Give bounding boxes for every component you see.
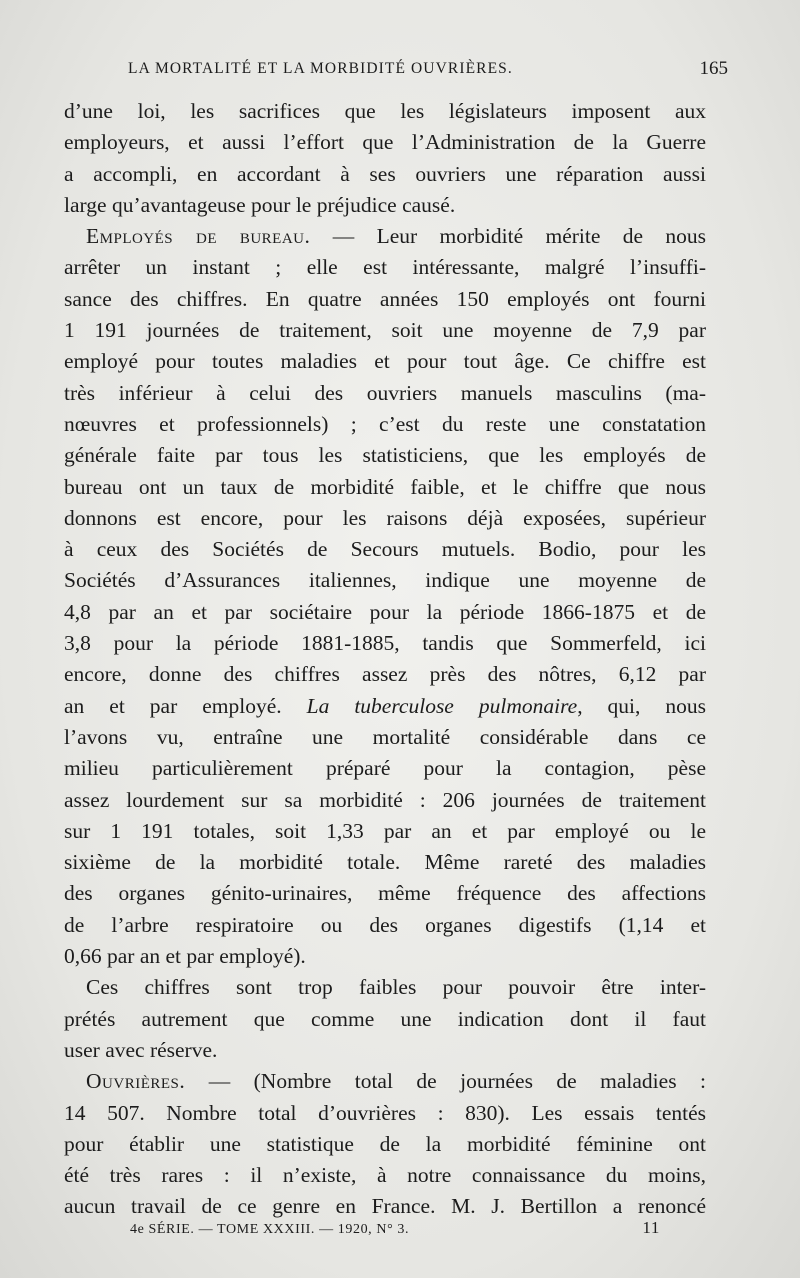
- text-line: assez lourdement sur sa morbidité : 206 journées de traitement: [64, 787, 706, 812]
- section-heading-ouvrieres: Ouvrières.: [86, 1069, 186, 1094]
- text-line: Ouvrières. — (Nombre total de journées de maladies :: [86, 1069, 706, 1094]
- italic-term: La tuberculose pulmonaire: [306, 693, 578, 718]
- text-line: 1 191 journées de traitement, soit une moyenne de 7,9 par: [64, 318, 706, 343]
- text-line: générale faite par tous les statisticiens, que les employés de: [64, 443, 706, 468]
- text-line: employé pour toutes maladies et pour tout âge. Ce chiffre est: [64, 349, 706, 374]
- text-line: 3,8 pour la période 1881-1885, tandis que Sommerfeld, ici: [64, 631, 706, 656]
- text-line: aucun travail de ce genre en France. M. J. Bertillon a renoncé: [64, 1194, 706, 1219]
- text-line: 4,8 par an et par sociétaire pour la période 1866-1875 et de: [64, 599, 706, 624]
- text-line: des organes génito-urinaires, même fréquence des affections: [64, 881, 706, 906]
- section-heading-employes: Employés de bureau.: [86, 224, 311, 249]
- text-line: l’avons vu, entraîne une mortalité considérable dans ce: [64, 724, 706, 749]
- text-line: a accompli, en accordant à ses ouvriers une réparation aussi: [64, 161, 706, 186]
- text-line: sance des chiffres. En quatre années 150 employés ont fourni: [64, 286, 706, 311]
- text-line: 14 507. Nombre total d’ouvrières : 830). Les essais tentés: [64, 1100, 706, 1125]
- running-title: LA MORTALITÉ ET LA MORBIDITÉ OUVRIÈRES.: [128, 60, 513, 77]
- text-line: prétés autrement que comme une indication dont il faut: [64, 1006, 706, 1031]
- text-line: nœuvres et professionnels) ; c’est du reste une constatation: [64, 411, 706, 436]
- text-line: milieu particulièrement préparé pour la contagion, pèse: [64, 756, 706, 781]
- text-line: user avec réserve.: [64, 1037, 218, 1062]
- text-line: sur 1 191 totales, soit 1,33 par an et par employé ou le: [64, 818, 706, 843]
- text-line: large qu’avantageuse pour le préjudice causé.: [64, 192, 456, 217]
- text-line: employeurs, et aussi l’effort que l’Administration de la Guerre: [64, 130, 706, 155]
- text-line: arrêter un instant ; elle est intéressante, malgré l’insuffi-: [64, 255, 706, 280]
- series-info: 4e SÉRIE. — TOME XXXIII. — 1920, N° 3.: [130, 1222, 410, 1237]
- signature-mark: 11: [642, 1218, 660, 1237]
- text-line: an et par employé. La tuberculose pulmonaire, qui, nous: [64, 693, 707, 718]
- text-line: Sociétés d’Assurances italiennes, indique une moyenne de: [64, 568, 706, 593]
- text-line: Employés de bureau. — Leur morbidité mérite de nous: [86, 224, 706, 249]
- text-line: sixième de la morbidité totale. Même rareté des maladies: [64, 850, 706, 875]
- page-number: 165: [699, 58, 728, 79]
- text-line: très inférieur à celui des ouvriers manuels masculins (ma-: [64, 380, 706, 405]
- text-line: pour établir une statistique de la morbidité féminine ont: [64, 1131, 706, 1156]
- text-line: 0,66 par an et par employé).: [64, 944, 306, 969]
- text-line: donnons est encore, pour les raisons déjà exposées, supérieur: [64, 505, 706, 530]
- text-line: à ceux des Sociétés de Secours mutuels. Bodio, pour les: [64, 537, 706, 562]
- text-line: bureau ont un taux de morbidité faible, et le chiffre que nous: [64, 474, 706, 499]
- text-line: encore, donne des chiffres assez près des nôtres, 6,12 par: [64, 662, 706, 687]
- text-line: été très rares : il n’existe, à notre connaissance du moins,: [64, 1163, 706, 1188]
- text-line: de l’arbre respiratoire ou des organes digestifs (1,14 et: [64, 912, 706, 937]
- text-line: d’une loi, les sacrifices que les législateurs imposent aux: [64, 99, 706, 123]
- body-text: [64, 96, 706, 1223]
- text-line: Ces chiffres sont trop faibles pour pouvoir être inter-: [86, 975, 706, 1000]
